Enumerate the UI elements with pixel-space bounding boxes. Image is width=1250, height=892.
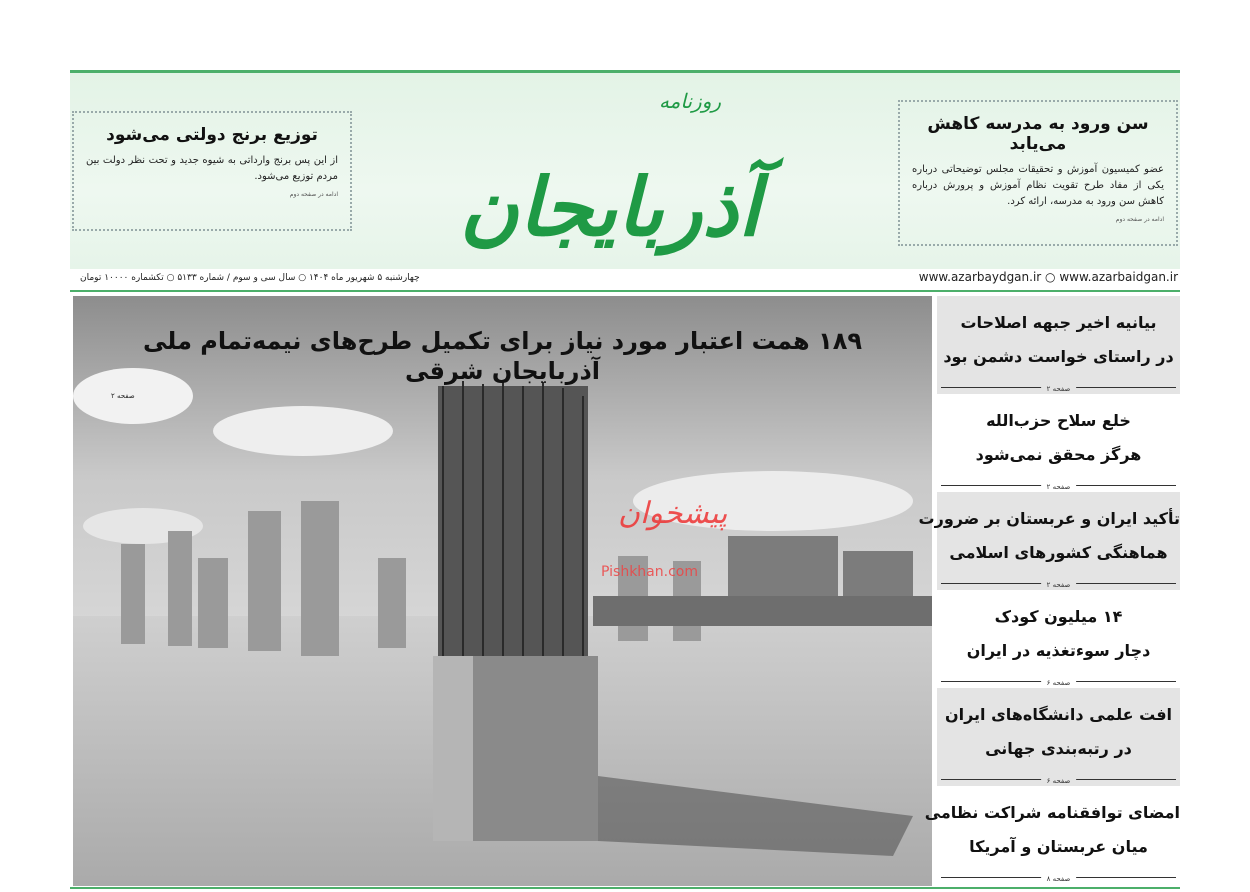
left-teaser-body: از این پس برنج وارداتی به شیوه جدید و تحت نظر دولت بین مردم توزیع می‌شود. (86, 155, 338, 182)
main-photo (73, 296, 932, 886)
newspaper-logo (400, 70, 820, 270)
page-ref: صفحه ۲ (1041, 581, 1077, 589)
headline-line: هماهنگی کشورهای اسلامی (949, 543, 1168, 562)
main-headline-block (93, 326, 912, 400)
issue-date: چهارشنبه ۵ شهریور ماه ۱۴۰۴ ○ سال سی و سوم / شماره ۵۱۳۳ ○ تکشماره ۱۰۰۰۰ تومان (80, 273, 420, 283)
sidebar-headline[interactable] (937, 394, 1180, 492)
page-ref: صفحه ۶ (1041, 679, 1077, 687)
page-ref: صفحه ۶ (1041, 777, 1077, 785)
headline-line: دچار سوءتغذیه در ایران (966, 641, 1151, 660)
headline-line: در رتبه‌بندی جهانی (985, 739, 1132, 758)
headline-line: امضای توافقنامه شراکت نظامی (924, 803, 1180, 822)
left-teaser-title: توزیع برنج دولتی می‌شود (106, 125, 318, 145)
left-teaser-more: ادامه در صفحه دوم (289, 191, 338, 198)
watermark-logo: پیشخوان (618, 496, 728, 531)
headline-line: بیانیه اخیر جبهه اصلاحات (960, 313, 1157, 332)
logo-prefix: روزنامه (658, 89, 722, 113)
page-ref: صفحه ۲ (1041, 385, 1077, 393)
headline-column (918, 296, 1180, 884)
headline-line: در راستای خواست دشمن بود (943, 347, 1174, 366)
sidebar-headline[interactable] (924, 786, 1180, 884)
main-headline[interactable]: ۱۸۹ همت اعتبار مورد نیاز برای تکمیل طرح‌های نیمه‌تمام ملی آذربایجان شرقی (142, 327, 863, 385)
bottom-rule (70, 887, 1180, 889)
sidebar-headline[interactable] (918, 492, 1180, 590)
headline-line: تأکید ایران و عربستان بر ضرورت (918, 509, 1180, 528)
right-teaser-more: ادامه در صفحه دوم (1115, 216, 1164, 223)
sidebar-headline[interactable] (937, 688, 1180, 786)
left-teaser-box[interactable] (72, 111, 352, 231)
watermark-url: Pishkhan.com (601, 564, 698, 580)
website-links[interactable]: www.azarbaydgan.ir ○ www.azarbaidgan.ir (918, 270, 1178, 284)
dateline-bar (70, 268, 1180, 292)
page-ref: صفحه ۸ (1041, 875, 1077, 883)
right-teaser-title: سن ورود به مدرسه کاهش می‌یابد (927, 114, 1149, 154)
headline-line: هرگز محقق نمی‌شود (975, 445, 1142, 464)
main-page-ref: صفحه ۲ (111, 392, 135, 400)
headline-line: ۱۴ میلیون کودک (994, 607, 1123, 626)
headline-line: خلع سلاح حزب‌الله (986, 411, 1131, 430)
sidebar-headline[interactable] (937, 590, 1180, 688)
sidebar-headline[interactable] (937, 296, 1180, 394)
right-teaser-body: عضو کمیسیون آموزش و تحقیقات مجلس توضیحاتی درباره یکی از مفاد طرح تقویت نظام آموزش و پرورش درباره کاهش سن ورود به مدرسه، ارائه کرد. (912, 164, 1164, 207)
right-teaser-box[interactable] (898, 100, 1178, 246)
headline-line: میان عربستان و آمریکا (969, 837, 1148, 856)
headline-line: افت علمی دانشگاه‌های ایران (944, 705, 1173, 724)
logo-text: آذربایجان (459, 160, 761, 254)
page-ref: صفحه ۲ (1041, 483, 1077, 491)
